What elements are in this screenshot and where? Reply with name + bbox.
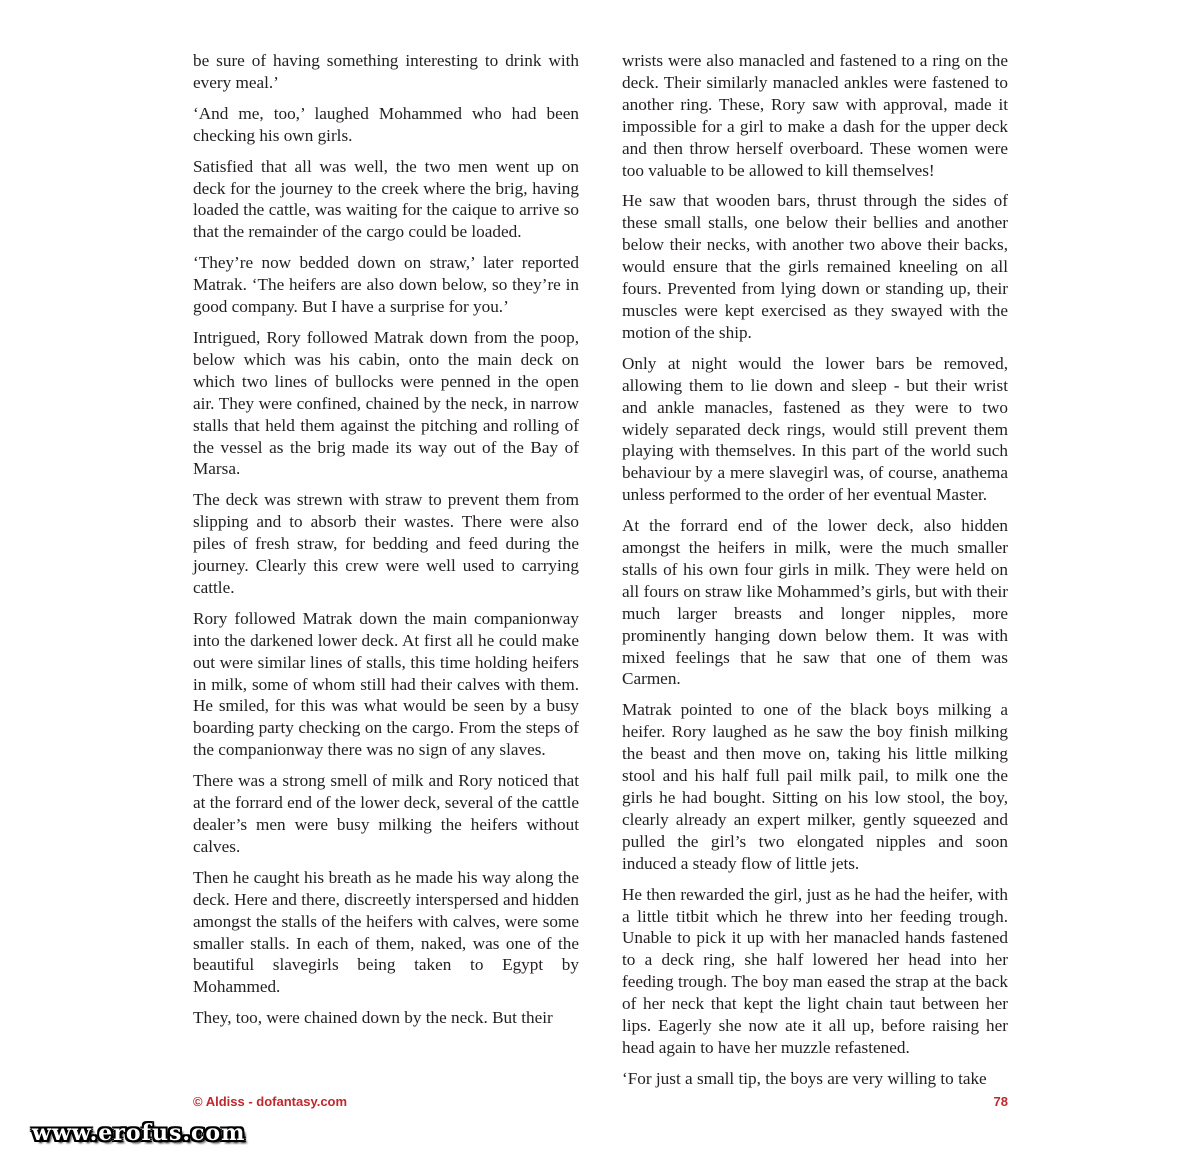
paragraph: ‘For just a small tip, the boys are very willing to take xyxy=(622,1068,987,1088)
paragraph: At the forrard end of the lower deck, also hidden amongst the heifers in milk, were the much smaller stalls of his own four girls in milk. They were held on all fours on straw like Mohammed’s girls, but with their much larger breasts and longer nipples, more prominently hanging down below them. It was with mixed feelings that he saw that one of them was Carmen. xyxy=(622,516,1008,689)
left-column xyxy=(193,50,579,1038)
paragraph: They, too, were chained down by the neck. But their xyxy=(193,1008,553,1028)
site-watermark: www.erofus.com xyxy=(32,1120,246,1146)
paragraph: Only at night would the lower bars be removed, allowing them to lie down and sleep - but their wrist and ankle manacles, fastened as they were to two widely separated deck rings, would still prevent them playing with themselves. In this part of the world such behaviour by a mere slavegirl was, of course, anathema unless performed to the order of her eventual Master. xyxy=(622,353,1008,505)
right-column xyxy=(622,50,1008,1099)
paragraph: be sure of having something interesting to drink with every meal.’ xyxy=(193,51,579,92)
paragraph: Rory followed Matrak down the main companionway into the darkened lower deck. At first all he could make out were similar lines of stalls, this time holding heifers in milk, some of whom still had their calves with them. He smiled, for this was what would be seen by a busy boarding party checking on the cargo. From the steps of the companionway there was no sign of any slaves. xyxy=(193,608,579,760)
paragraph: The deck was strewn with straw to prevent them from slipping and to absorb their wastes. There were also piles of fresh straw, for bedding and feed during the journey. Clearly this crew were well used to carrying cattle. xyxy=(193,490,579,597)
paragraph: wrists were also manacled and fastened to a ring on the deck. Their similarly manacled ankles were fastened to another ring. These, Rory saw with approval, made it impossible for a girl to make a dash for the upper deck and then throw herself overboard. These women were too valuable to be allowed to kill themselves! xyxy=(622,51,1008,180)
paragraph: He saw that wooden bars, thrust through the sides of these small stalls, one below their bellies and another below their necks, with another two above their backs, would ensure that the girls remained kneeling on all fours. Prevented from lying down or standing up, their muscles were kept exercised as they swayed with the motion of the ship. xyxy=(622,191,1008,342)
paragraph: ‘They’re now bedded down on straw,’ later reported Matrak. ‘The heifers are also down below, so they’re in good company. But I have a surprise for you.’ xyxy=(193,253,579,317)
paragraph: ‘And me, too,’ laughed Mohammed who had been checking his own girls. xyxy=(193,103,579,145)
paragraph: He then rewarded the girl, just as he had the heifer, with a little titbit which he threw into her feeding trough. Unable to pick it up with her manacled hands fastened to a deck ring, she half lowered her head into her feeding trough. The boy man eased the strap at the back of her neck that kept the light chain taut between her lips. Eagerly she now ate it all up, before raising her head again to have her muzzle refastened. xyxy=(622,884,1008,1057)
footer-copyright: © Aldiss - dofantasy.com xyxy=(193,1094,348,1109)
paragraph: Intrigued, Rory followed Matrak down from the poop, below which was his cabin, onto the main deck on which two lines of bullocks were penned in the open air. They were confined, chained by the neck, in narrow stalls that held them against the pitching and rolling of the vessel as the brig made its way out of the Bay of Marsa. xyxy=(193,327,579,479)
paragraph: Matrak pointed to one of the black boys milking a heifer. Rory laughed as he saw the boy finish milking the beast and then move on, taking his little milking stool and his half full pail milk pail, to milk one the girls he had bought. Sitting on his low stool, the boy, clearly already an expert milker, gently squeezed and pulled the girl’s two elongated nipples and soon induced a steady flow of little jets. xyxy=(622,700,1008,873)
paragraph: There was a strong smell of milk and Rory noticed that at the forrard end of the lower deck, several of the cattle dealer’s men were busy milking the heifers without calves. xyxy=(193,771,579,856)
page-number: 78 xyxy=(993,1094,1008,1109)
paragraph: Satisfied that all was well, the two men went up on deck for the journey to the creek where the brig, having loaded the cattle, was waiting for the caique to arrive so that the remainder of the cargo could be loaded. xyxy=(193,156,579,242)
paragraph: Then he caught his breath as he made his way along the deck. Here and there, discreetly interspersed and hidden amongst the stalls of the heifers with calves, were some smaller stalls. In each of them, naked, was one of the beautiful slavegirls being taken to Egypt by Mohammed. xyxy=(193,867,579,997)
